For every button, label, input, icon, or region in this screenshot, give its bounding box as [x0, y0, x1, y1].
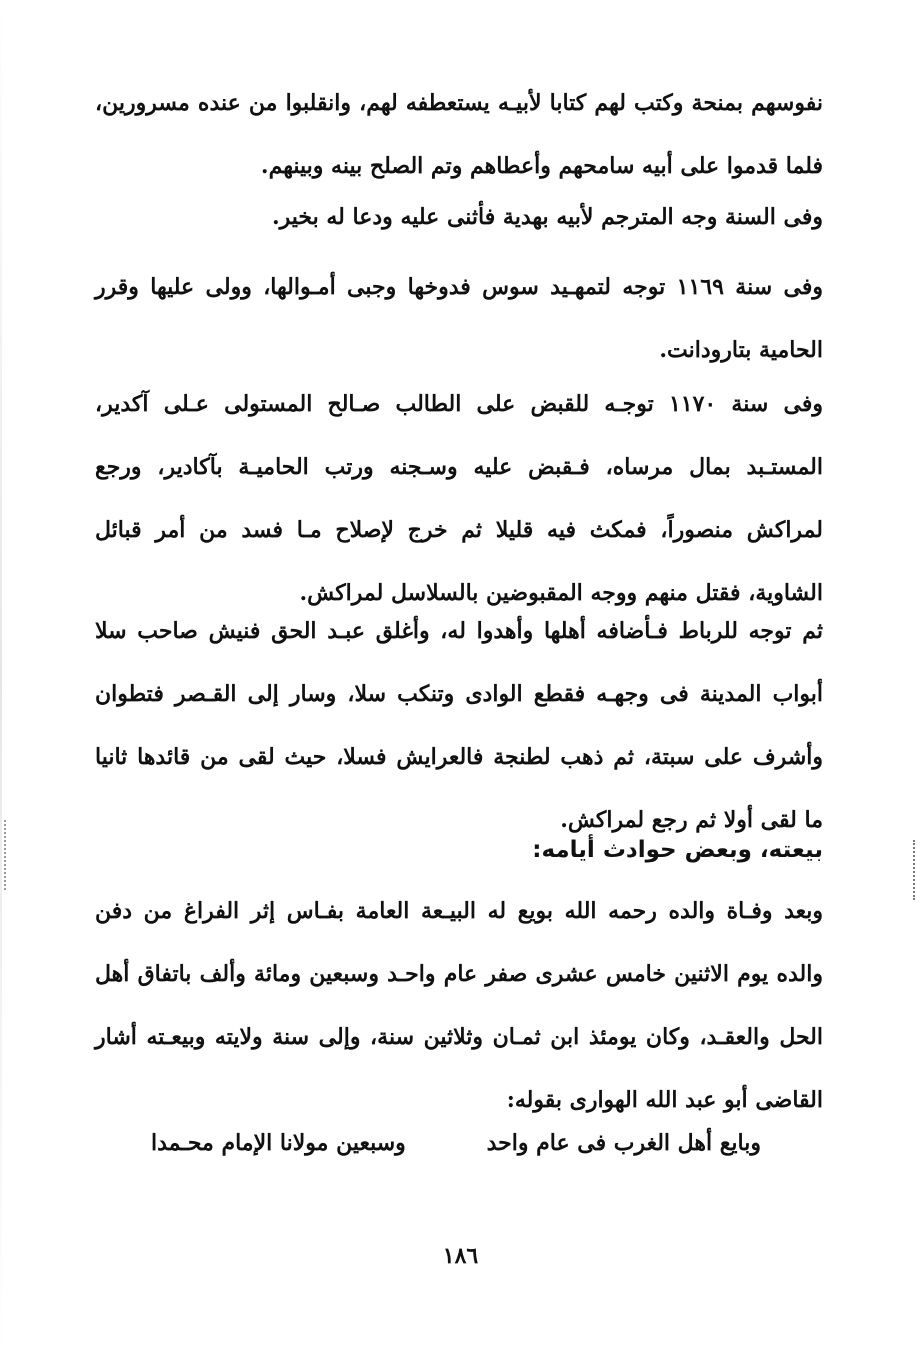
verse-second-hemistich: وسبعين مولانا الإمام محـمدا — [151, 1130, 406, 1156]
scan-edge-shadow — [0, 0, 2, 1355]
paragraph-1: نفوسهم بمنحة وكتب لهم كتابا لأبيـه يستعطفه لهم، وانقلبوا من عنده مسرورين، فلما قدموا على أبيه سامحهم وأعطاهم وتم الصلح بينه وبينهم. — [95, 90, 823, 179]
page-number: ١٨٦ — [442, 1243, 479, 1269]
margin-dots-right — [909, 840, 915, 900]
section-heading: بيعته، وبعض حوادث أيامه: — [532, 837, 823, 863]
paragraph-4: وفى سنة ١١٧٠ توجـه للقبض على الطالب صـالح المستولى عـلى آكدير، المستـبد بمال مرساه، فـقبض عليه وسـجنه ورتب الحاميـة بآكادير، ورجع لمراكش منصوراً، فمكث فيه قليلا ثم خرج لإصلاح مـا فسد من أمر قبائل الشاوية، فقتل منهم ووجه المقبوضين بالسلاسل لمراكش. — [95, 391, 823, 606]
paragraph-3: وفى سنة ١١٦٩ توجه لتمهـيد سوس فدوخها وجبى أمـوالها، وولى عليها وقرر الحامية بتارودانت. — [95, 274, 824, 363]
margin-dots-left — [4, 820, 10, 890]
paragraph-2: وفى السنة وجه المترجم لأبيه بهدية فأثنى عليه ودعا له بخير. — [271, 204, 823, 230]
verse-first-hemistich: وبايع أهل الغرب فى عام واحد — [486, 1130, 761, 1156]
poetry-verse — [151, 1118, 761, 1168]
paragraph-5: ثم توجه للرباط فـأضافه أهلها وأهدوا له، وأغلق عبـد الحق فنيش صاحب سلا أبواب المدينة فى وجهـه فقطع الوادى وتنكب سلا، وسار إلى القـصر فتطوان وأشرف على سبتة، ثم ذهب لطنجة فالعرايش فسلا، حيث لقى من قائدها ثانيا ما لقى أولا ثم رجع لمراكش. — [95, 618, 823, 833]
paragraph-6: وبعد وفـاة والده رحمه الله بويع له البيـعة العامة بفـاس إثر الفراغ من دفن والده يوم الاثنين خامس عشرى صفر عام واحـد وسبعين ومائة وألف باتفاق أهل الحل والعقـد، وكان يومئذ ابن ثمـان وثلاثين سنة، وإلى سنة ولايته وبيعـته أشار القاضى أبو عبد الله الهوارى بقوله: — [95, 898, 823, 1113]
